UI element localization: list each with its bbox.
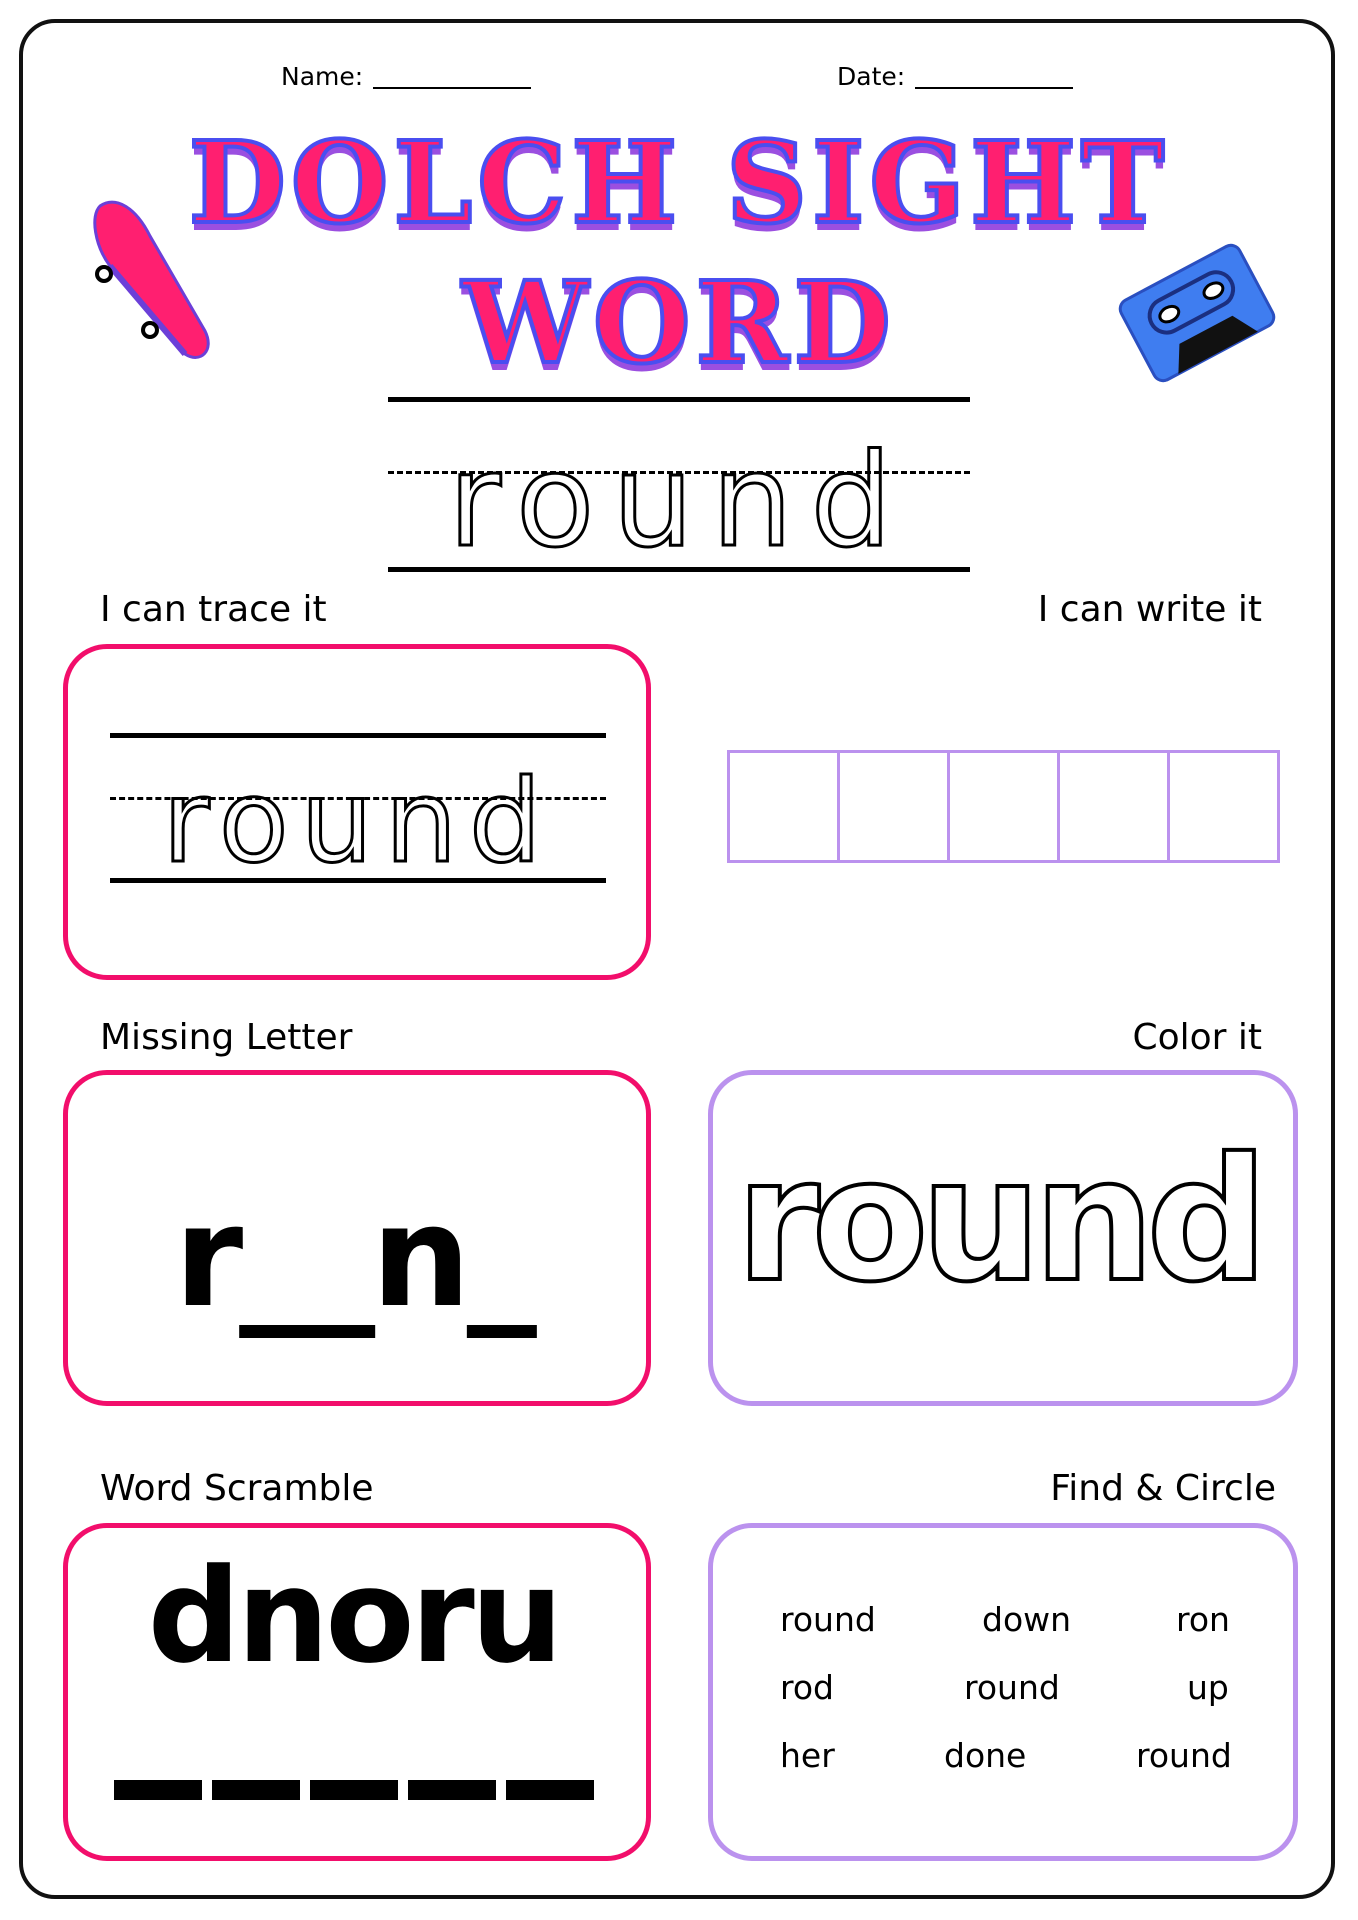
answer-blank[interactable] xyxy=(506,1780,594,1800)
color-it-word[interactable]: round xyxy=(735,1122,1261,1320)
scramble-answer-blanks[interactable] xyxy=(114,1780,594,1800)
name-line[interactable] xyxy=(373,87,531,89)
write-cell[interactable] xyxy=(840,753,950,860)
section-label-missing: Missing Letter xyxy=(100,1017,353,1058)
find-word[interactable]: done xyxy=(944,1736,1027,1775)
section-label-scramble: Word Scramble xyxy=(100,1468,374,1509)
section-label-find: Find & Circle xyxy=(1050,1468,1276,1509)
cassette-tape-icon xyxy=(1112,228,1282,398)
date-label: Date: xyxy=(837,62,906,91)
answer-blank[interactable] xyxy=(408,1780,496,1800)
write-letter-grid[interactable] xyxy=(727,750,1280,863)
find-word[interactable]: down xyxy=(982,1600,1072,1639)
date-line[interactable] xyxy=(915,87,1073,89)
find-word[interactable]: her xyxy=(780,1736,835,1775)
find-word[interactable]: round xyxy=(780,1600,876,1639)
write-cell[interactable] xyxy=(1170,753,1277,860)
section-label-color: Color it xyxy=(1132,1017,1262,1058)
trace-practice-word[interactable] xyxy=(110,733,606,888)
answer-blank[interactable] xyxy=(114,1780,202,1800)
find-word[interactable]: round xyxy=(1136,1736,1232,1775)
write-cell[interactable] xyxy=(950,753,1060,860)
find-word[interactable]: up xyxy=(1187,1668,1229,1707)
write-cell[interactable] xyxy=(730,753,840,860)
missing-letter-word[interactable]: r__n_ xyxy=(174,1176,533,1339)
title-line-1: DOLCH SIGHT xyxy=(188,118,1170,249)
find-word[interactable]: round xyxy=(964,1668,1060,1707)
name-label: Name: xyxy=(281,62,364,91)
date-field[interactable] xyxy=(837,62,1073,91)
main-trace-text: round xyxy=(448,427,910,576)
scramble-word: dnoru xyxy=(147,1540,560,1692)
find-word[interactable]: rod xyxy=(780,1668,834,1707)
answer-blank[interactable] xyxy=(212,1780,300,1800)
skateboard-icon xyxy=(90,196,220,366)
title-line-2: WORD xyxy=(462,258,896,389)
write-cell[interactable] xyxy=(1060,753,1170,860)
trace-top-line xyxy=(110,733,606,738)
main-trace-word xyxy=(388,397,970,576)
find-word[interactable]: ron xyxy=(1176,1600,1230,1639)
answer-blank[interactable] xyxy=(310,1780,398,1800)
trace-practice-text: round xyxy=(162,755,554,888)
section-label-write: I can write it xyxy=(1037,589,1262,630)
name-field[interactable] xyxy=(281,62,531,91)
section-label-trace: I can trace it xyxy=(100,589,327,630)
main-trace-top-line xyxy=(388,397,970,402)
